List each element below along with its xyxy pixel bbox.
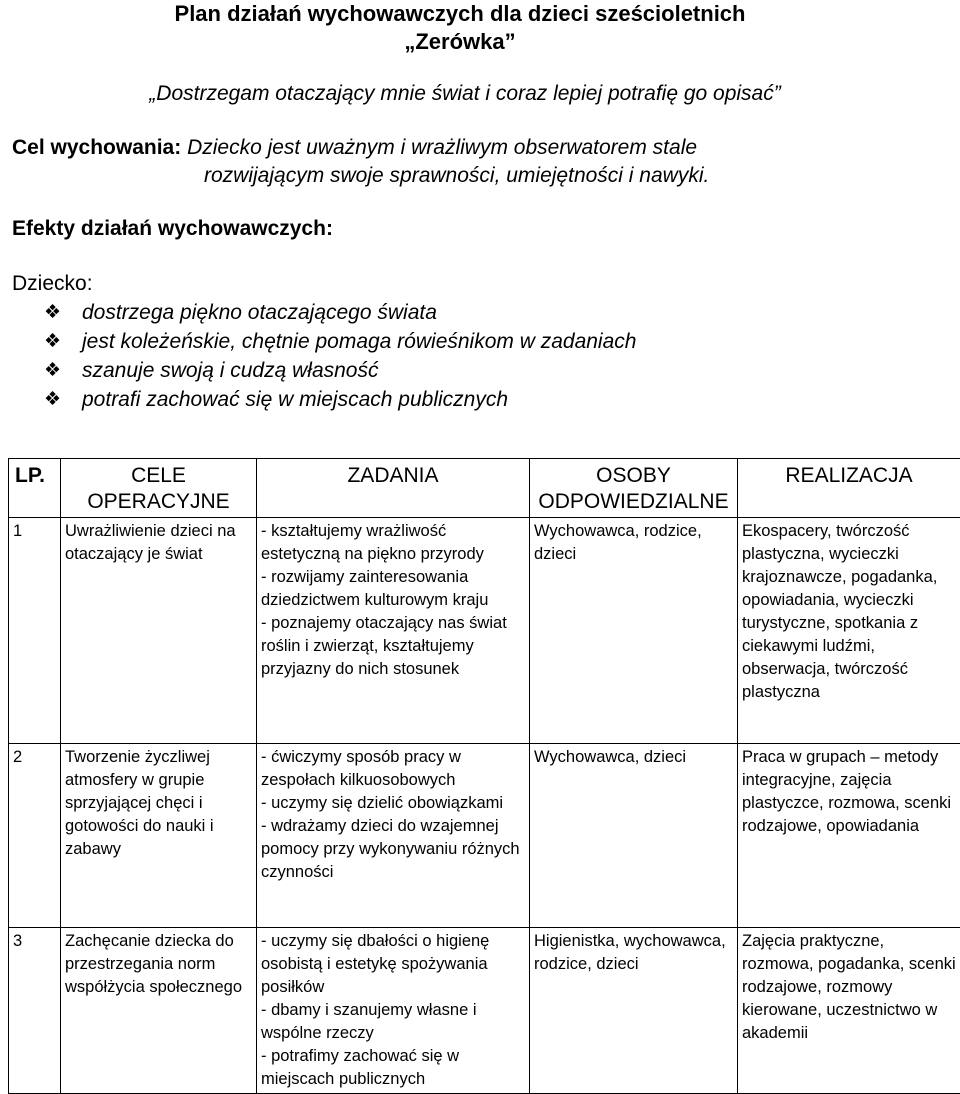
- row-number: 1: [9, 518, 61, 744]
- header-realization: REALIZACJA: [738, 459, 960, 518]
- header-tasks: ZADANIA: [257, 459, 530, 518]
- page-title-line1: Plan działań wychowawczych dla dzieci sześcioletnich: [0, 1, 920, 27]
- list-item: [44, 298, 636, 327]
- row-tasks: - kształtujemy wrażliwość estetyczną na piękno przyrody - rozwijamy zainteresowania dziedzictwem kulturowym kraju - poznajemy otaczający nas świat roślin i zwierząt, kształtujemy przyjazny do nich stosunek: [257, 518, 530, 744]
- effect-text: potrafi zachować się w miejscach publicznych: [82, 388, 508, 411]
- row-goal: Uwrażliwienie dzieci na otaczający je świat: [61, 518, 257, 744]
- motto: „Dostrzegam otaczający mnie świat i coraz lepiej potrafię go opisać”: [0, 82, 930, 106]
- list-item: [44, 356, 636, 385]
- effect-text: jest koleżeńskie, chętnie pomaga rówieśnikom w zadaniach: [82, 330, 636, 353]
- effect-text: szanuje swoją i cudzą własność: [82, 359, 378, 382]
- row-realization: Zajęcia praktyczne, rozmowa, pogadanka, scenki rodzajowe, rozmowy kierowane, uczestnictwo w akademii: [738, 928, 960, 1094]
- goal-text-line1: Dziecko jest uważnym i wrażliwym obserwatorem stale: [187, 136, 697, 159]
- list-item: [44, 327, 636, 356]
- row-number: 3: [9, 928, 61, 1094]
- header-lp: LP.: [9, 459, 61, 518]
- effects-list: [44, 298, 636, 414]
- goal-label: Cel wychowania:: [12, 136, 181, 159]
- table-row: [9, 744, 960, 928]
- list-item: [44, 385, 636, 414]
- goal-block: [12, 134, 709, 190]
- row-tasks: - uczymy się dbałości o higienę osobistą i estetykę spożywania posiłków - dbamy i szanujemy własne i wspólne rzeczy - potrafimy zachować się w miejscach publicznych: [257, 928, 530, 1094]
- row-number: 2: [9, 744, 61, 928]
- table-header-row: [9, 459, 960, 518]
- diamond-bullet-icon: ❖: [44, 385, 61, 414]
- plan-table: [8, 458, 960, 1094]
- diamond-bullet-icon: ❖: [44, 298, 61, 327]
- page-title-line2: „Zerówka”: [0, 29, 920, 55]
- row-persons: Wychowawca, rodzice, dzieci: [530, 518, 738, 744]
- row-realization: Praca w grupach – metody integracyjne, zajęcia plastyczce, rozmowa, scenki rodzajowe, opowiadania: [738, 744, 960, 928]
- table-row: [9, 518, 960, 744]
- row-tasks: - ćwiczymy sposób pracy w zespołach kilkuosobowych - uczymy się dzielić obowiązkami - wdrażamy dzieci do wzajemnej pomocy przy wykonywaniu różnych czynności: [257, 744, 530, 928]
- row-realization: Ekospacery, twórczość plastyczna, wycieczki krajoznawcze, pogadanka, opowiadania, wycieczki turystyczne, spotkania z ciekawymi ludźmi, obserwacja, twórczość plastyczna: [738, 518, 960, 744]
- row-goal: Tworzenie życzliwej atmosfery w grupie sprzyjającej chęci i gotowości do nauki i zabawy: [61, 744, 257, 928]
- table-row: [9, 928, 960, 1094]
- child-label: Dziecko:: [12, 272, 93, 296]
- header-goals: CELE OPERACYJNE: [61, 459, 257, 518]
- row-goal: Zachęcanie dziecka do przestrzegania norm współżycia społecznego: [61, 928, 257, 1094]
- effect-text: dostrzega piękno otaczającego świata: [82, 301, 437, 324]
- diamond-bullet-icon: ❖: [44, 356, 61, 385]
- goal-text-line2: rozwijającym swoje sprawności, umiejętności i nawyki.: [12, 162, 709, 190]
- row-persons: Higienistka, wychowawca, rodzice, dzieci: [530, 928, 738, 1094]
- row-persons: Wychowawca, dzieci: [530, 744, 738, 928]
- header-persons: OSOBY ODPOWIEDZIALNE: [530, 459, 738, 518]
- diamond-bullet-icon: ❖: [44, 327, 61, 356]
- effects-heading: Efekty działań wychowawczych:: [12, 217, 333, 241]
